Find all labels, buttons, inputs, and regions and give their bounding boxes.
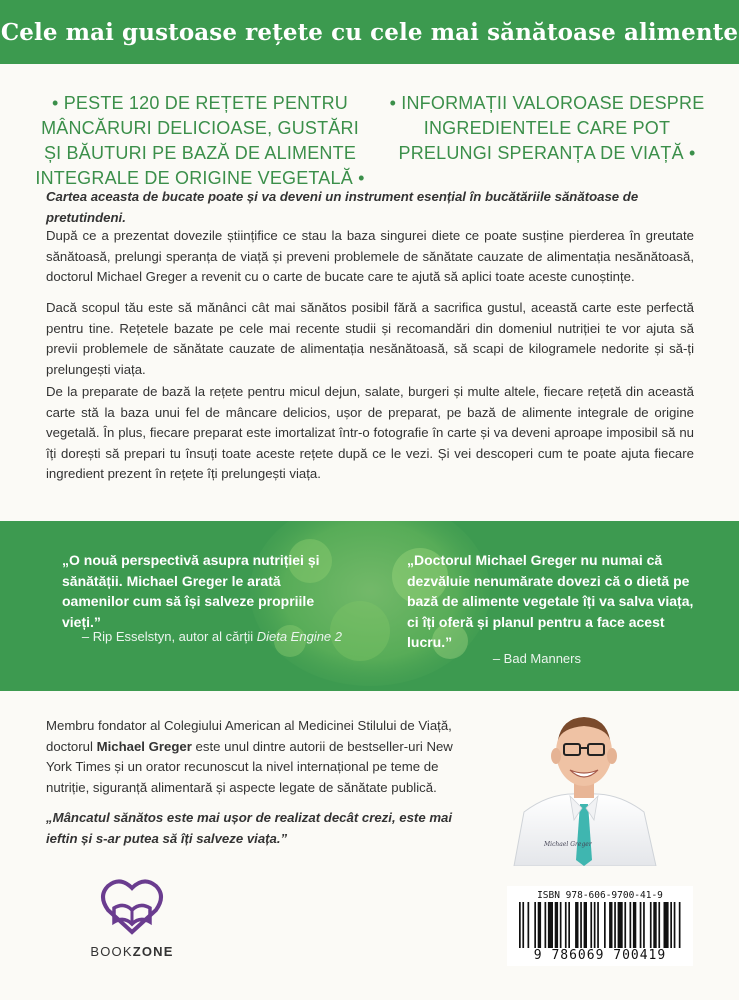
lead-sentence: Cartea aceasta de bucate poate și va deveni un instrument esențial în bucătăriile sănătoase de pretutindeni.: [46, 189, 639, 225]
barcode-bar: [548, 902, 553, 948]
publisher-logo: [86, 878, 178, 968]
book-title: Dieta Engine 2: [256, 629, 342, 644]
barcode-bar: [664, 902, 669, 948]
description-paragraph-3: De la preparate de bază la rețete pentru micul dejun, salate, burgeri și multe altele, fiecare rețetă din această carte stă la baza unui fel de mâncare delicios, ușor de preparat, pe bază de alimente integrale de origine vegetală. În plus, fiecare preparat este imortalizat într-o fotografie în carte și va deveni aproape imposibil să nu îți dorești să prepari tu însuți toate aceste rețete după ce le vezi. Și vei descoperi cum te poate ajuta fiecare ingredient prezent în rețete îți prelungești viața.: [46, 384, 694, 481]
barcode-bar: [597, 902, 599, 948]
svg-text:Michael Greger: Michael Greger: [544, 841, 592, 848]
barcode-bar: [650, 902, 652, 948]
barcode-bar: [618, 902, 623, 948]
description-paragraph-1: După ce a prezentat dovezile științifice ce stau la baza singurei diete ce poate susține pierderea în greutate sănătoasă, prelungi speranța de viață și preveni problemele de sănătate cauzate de alimentația nesănătoasă, doctorul Michael Greger a revenit cu o carte de bucate care te ajută să aplici toate aceste cunoștințe.: [46, 228, 694, 284]
highlight-ingredients: • INFORMAȚII VALOROASE DESPRE INGREDIENTELE CARE POT PRELUNGI SPERANȚA DE VIAȚĂ •: [389, 93, 705, 163]
author-quote: „Mâncatul sănătos este mai ușor de realizat decât crezi, este mai ieftin și s-ar putea să îți salveze viața.”: [46, 810, 453, 846]
title-banner: [0, 0, 739, 64]
barcode-bar: [522, 902, 524, 948]
barcode-bar: [575, 902, 578, 948]
barcode-bar: [594, 902, 596, 948]
barcode-bar: [565, 902, 567, 948]
barcode-bar: [614, 902, 616, 948]
barcode-bars: [507, 902, 693, 948]
barcode-bar: [519, 902, 521, 948]
description-paragraph-2: Dacă scopul tău este să mănânci cât mai sănătos posibil fără a sacrifica gustul, această carte este perfectă pentru tine. Rețetele bazate pe cele mai recente studii și recomandări din domeniul nutriției te vor ajuta să previi problemele de sănătate cauzate de alimentația nesănătoasă, să scapi de kilogramele nedorite și să-ți prelungești viața.: [46, 300, 694, 377]
barcode-bar: [624, 902, 626, 948]
cover-tagline: Cele mai gustoase rețete cu cele mai sănătoase alimente: [0, 18, 739, 46]
barcode-bar: [568, 902, 570, 948]
barcode-bar: [584, 902, 587, 948]
isbn-label: ISBN 978-606-9700-41-9: [537, 890, 663, 901]
barcode-bar: [670, 902, 672, 948]
testimonial-bad-manners: „Doctorul Michael Greger nu numai că dezvăluie nenumărate dovezi că o dietă pe bază de alimente vegetale îți va salva viața, ci îți oferă și planul pentru a face acest lucru.”: [407, 552, 694, 650]
testimonial-esselstyn: „O nouă perspectivă asupra nutriției și sănătății. Michael Greger le arată oamenilor cum să își salveze propriile vieți.”: [62, 552, 320, 630]
barcode-bar: [538, 902, 541, 948]
highlight-recipes: • PESTE 120 DE REȚETE PENTRU MÂNCĂRURI DELICIOASE, GUSTĂRI ȘI BĂUTURI PE BAZĂ DE ALIMENTE INTEGRALE DE ORIGINE VEGETALĂ •: [35, 93, 365, 188]
barcode-bar: [640, 902, 642, 948]
barcode-bar: [604, 902, 606, 948]
publisher-name: BOOKZONE: [90, 944, 174, 959]
barcode-bar: [643, 902, 645, 948]
testimonial-bad-manners-attribution: – Bad Manners: [492, 651, 581, 666]
author-photo: [510, 700, 658, 866]
isbn-barcode: [507, 886, 693, 966]
barcode-bar: [534, 902, 536, 948]
barcode-bar: [658, 902, 660, 948]
barcode-bar: [545, 902, 547, 948]
author-name: Michael Greger: [96, 738, 192, 754]
barcode-bar: [674, 902, 676, 948]
barcode-bar: [555, 902, 558, 948]
barcode-bar: [590, 902, 592, 948]
barcode-bar: [580, 902, 582, 948]
barcode-bar: [630, 902, 632, 948]
barcode-bar: [653, 902, 656, 948]
isbn-digits: 9 786069 700419: [533, 948, 667, 963]
testimonials-band: [0, 521, 739, 691]
barcode-bar: [528, 902, 530, 948]
barcode-bar: [633, 902, 636, 948]
barcode-bar: [679, 902, 681, 948]
testimonial-esselstyn-attribution: – Rip Esselstyn, autor al cărții Dieta Engine 2: [81, 629, 342, 644]
barcode-bar: [609, 902, 612, 948]
book-heart-icon: [96, 878, 168, 938]
author-bio: Membru fondator al Colegiului American al Medicinei Stilului de Viață, doctorul Michael Greger este unul dintre autorii de bestseller-uri New York Times și un orator recunoscut la nivel internațional pe teme de nutriție, siguranță alimentară și aspecte legate de sănătate publică.: [46, 718, 453, 795]
barcode-bar: [560, 902, 562, 948]
